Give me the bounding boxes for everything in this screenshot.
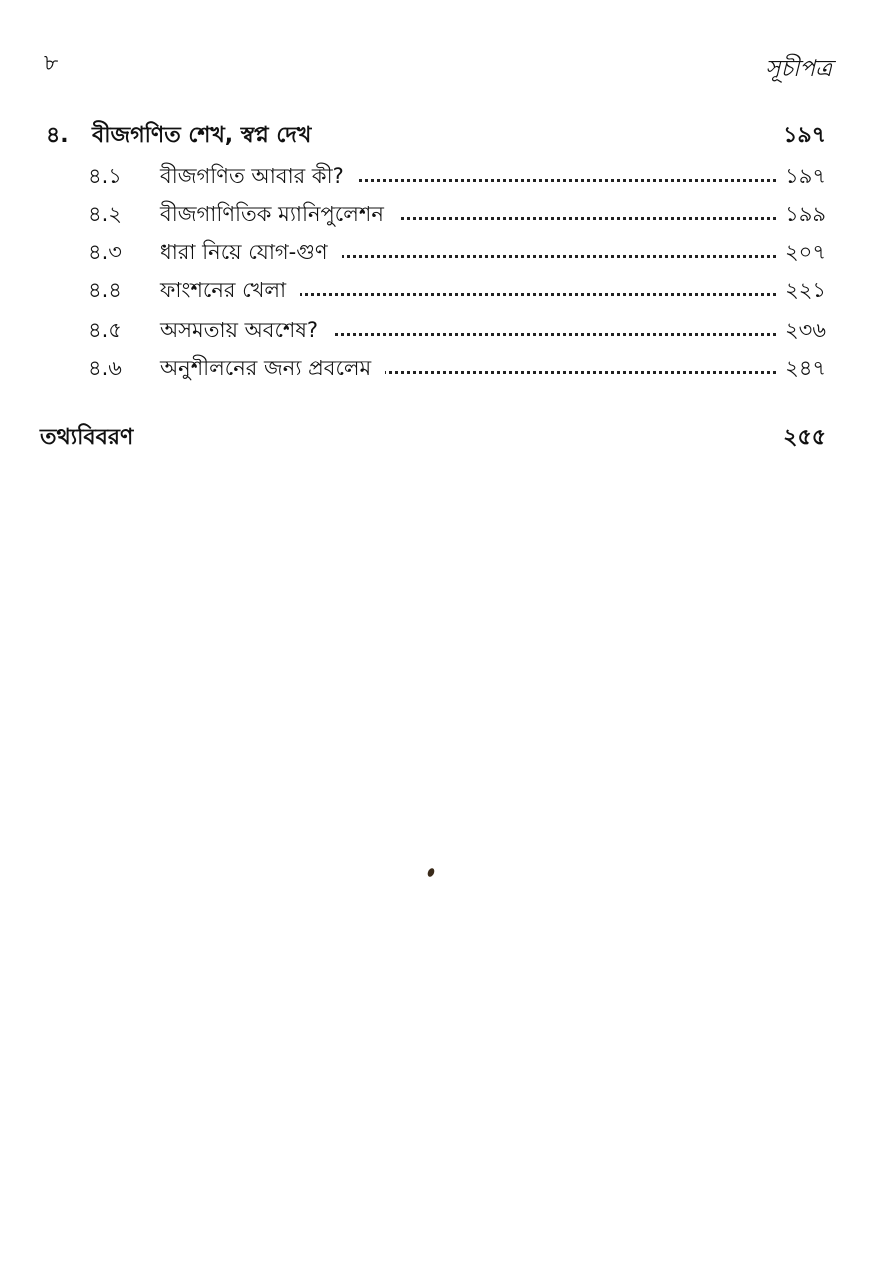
running-title: সূচীপত্র: [765, 56, 832, 82]
section-entry-4-5[interactable]: [0, 314, 870, 346]
section-page: ১৯৯: [785, 202, 826, 226]
section-title: অসমতায় অবশেষ?: [160, 314, 332, 349]
ink-speck: [426, 867, 435, 878]
section-title: ফাংশনের খেলা: [160, 274, 300, 309]
section-entry-4-4[interactable]: [0, 274, 870, 306]
chapter-number: ৪.: [46, 123, 69, 148]
section-page: ২০৭: [785, 240, 826, 264]
section-number: ৪.২: [88, 202, 122, 226]
section-entry-4-6[interactable]: [0, 352, 870, 384]
section-entry-4-2[interactable]: [0, 198, 870, 230]
section-title: বীজগণিত আবার কী?: [160, 160, 358, 195]
section-page: ২২১: [785, 278, 826, 302]
section-title: ধারা নিয়ে যোগ-গুণ: [160, 236, 342, 271]
section-title: বীজগাণিতিক ম্যানিপুলেশন: [160, 198, 398, 233]
backmatter-page: ২৫৫: [783, 425, 826, 450]
section-page: ২৪৭: [785, 356, 826, 380]
section-page: ২৩৬: [785, 318, 826, 342]
section-number: ৪.৩: [88, 240, 122, 264]
section-entry-4-1[interactable]: [0, 160, 870, 192]
page-number: ৮: [44, 51, 59, 76]
section-number: ৪.৬: [88, 356, 122, 380]
section-entry-4-3[interactable]: [0, 236, 870, 268]
section-page: ১৯৭: [785, 164, 826, 188]
section-title: অনুশীলনের জন্য প্রবলেম: [160, 352, 385, 387]
backmatter-entry[interactable]: [0, 420, 870, 452]
chapter-entry[interactable]: [0, 118, 870, 150]
backmatter-title: তথ্যবিবরণ: [40, 425, 134, 450]
section-number: ৪.৫: [88, 318, 122, 342]
section-number: ৪.৪: [88, 278, 122, 302]
chapter-title: বীজগণিত শেখ, স্বপ্ন দেখ: [92, 123, 312, 148]
chapter-page: ১৯৭: [783, 123, 826, 148]
section-number: ৪.১: [88, 164, 122, 188]
